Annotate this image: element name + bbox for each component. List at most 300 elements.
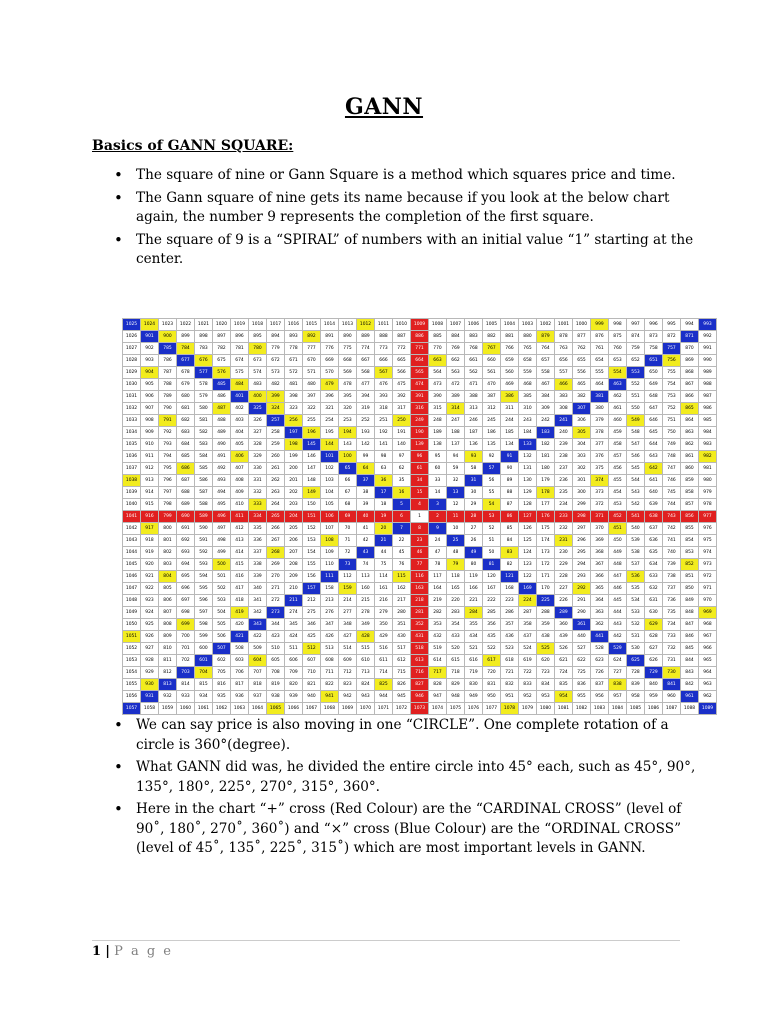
grid-cell: 823 [339, 679, 357, 691]
grid-cell: 405 [231, 439, 249, 451]
grid-cell: 424 [285, 631, 303, 643]
grid-cell: 389 [447, 391, 465, 403]
grid-cell: 980 [699, 475, 717, 487]
grid-cell: 507 [213, 643, 231, 655]
grid-cell: 39 [357, 499, 375, 511]
grid-cell: 481 [285, 379, 303, 391]
grid-cell: 71 [339, 535, 357, 547]
page-title: GANN [344, 94, 424, 120]
grid-cell: 870 [681, 343, 699, 355]
grid-cell: 669 [321, 355, 339, 367]
grid-cell: 454 [609, 487, 627, 499]
bullet-item: • Here in the chart “+” cross (Red Colour) are the “CARDINAL CROSS” (level of 90˚, 180˚, 270˚, 360˚) and “×” cross (Blue Colour) are the “ORDINAL CROSS” (level of 45˚, 135˚, 225˚, 315˚) which are most important levels in GANN. [110, 800, 710, 859]
grid-cell: 653 [609, 355, 627, 367]
grid-cell: 74 [357, 559, 375, 571]
grid-cell: 1089 [699, 703, 717, 715]
grid-cell: 910 [141, 439, 159, 451]
grid-cell: 975 [699, 535, 717, 547]
grid-cell: 351 [393, 619, 411, 631]
grid-cell: 704 [195, 667, 213, 679]
grid-cell: 876 [591, 331, 609, 343]
grid-cell: 435 [483, 631, 501, 643]
grid-cell: 98 [375, 451, 393, 463]
grid-cell: 510 [267, 643, 285, 655]
grid-cell: 440 [573, 631, 591, 643]
grid-cell: 1082 [573, 703, 591, 715]
grid-cell: 668 [339, 355, 357, 367]
grid-cell: 674 [231, 355, 249, 367]
grid-cell: 242 [537, 415, 555, 427]
grid-cell: 688 [177, 487, 195, 499]
grid-cell: 59 [447, 463, 465, 475]
grid-cell: 1079 [519, 703, 537, 715]
grid-cell: 520 [447, 643, 465, 655]
grid-cell: 493 [213, 475, 231, 487]
grid-cell: 18 [375, 499, 393, 511]
grid-cell: 150 [303, 499, 321, 511]
grid-cell: 320 [339, 403, 357, 415]
grid-cell: 719 [465, 667, 483, 679]
grid-cell: 506 [213, 631, 231, 643]
grid-cell: 795 [159, 463, 177, 475]
grid-cell: 190 [411, 427, 429, 439]
grid-cell: 843 [681, 667, 699, 679]
grid-cell: 1070 [357, 703, 375, 715]
grid-cell: 743 [663, 511, 681, 523]
grid-cell: 131 [519, 463, 537, 475]
grid-cell: 561 [483, 367, 501, 379]
grid-cell: 670 [303, 355, 321, 367]
grid-cell: 202 [285, 487, 303, 499]
grid-cell: 559 [519, 367, 537, 379]
grid-cell: 309 [537, 403, 555, 415]
grid-cell: 632 [645, 583, 663, 595]
grid-cell: 838 [609, 679, 627, 691]
grid-cell: 143 [339, 439, 357, 451]
grid-cell: 748 [663, 451, 681, 463]
grid-cell: 485 [213, 379, 231, 391]
bullet-item: • The square of 9 is a “SPIRAL” of numbers with an initial value “1” starting at the center. [110, 231, 710, 270]
grid-cell: 197 [285, 427, 303, 439]
grid-cell: 45 [393, 547, 411, 559]
grid-cell: 313 [465, 403, 483, 415]
grid-cell: 449 [609, 547, 627, 559]
grid-cell: 270 [267, 571, 285, 583]
grid-cell: 934 [195, 691, 213, 703]
grid-cell: 492 [213, 463, 231, 475]
grid-cell: 49 [465, 547, 483, 559]
grid-cell: 161 [375, 583, 393, 595]
grid-cell: 497 [213, 523, 231, 535]
grid-cell: 1000 [573, 319, 591, 331]
grid-cell: 348 [339, 619, 357, 631]
grid-cell: 685 [177, 451, 195, 463]
grid-cell: 808 [159, 619, 177, 631]
grid-cell: 344 [267, 619, 285, 631]
grid-cell: 907 [141, 403, 159, 415]
grid-row [123, 355, 717, 367]
grid-cell: 462 [609, 391, 627, 403]
grid-cell: 21 [375, 535, 393, 547]
grid-cell: 457 [609, 451, 627, 463]
grid-cell: 531 [627, 631, 645, 643]
grid-cell: 815 [195, 679, 213, 691]
grid-cell: 883 [465, 331, 483, 343]
grid-cell: 983 [699, 439, 717, 451]
grid-cell: 625 [627, 655, 645, 667]
grid-cell: 390 [429, 391, 447, 403]
grid-cell: 356 [483, 619, 501, 631]
grid-cell: 297 [573, 523, 591, 535]
grid-cell: 398 [285, 391, 303, 403]
grid-cell: 1021 [195, 319, 213, 331]
grid-cell: 387 [483, 391, 501, 403]
grid-cell: 832 [501, 679, 519, 691]
grid-cell: 998 [609, 319, 627, 331]
grid-cell: 224 [519, 595, 537, 607]
grid-cell: 851 [681, 571, 699, 583]
grid-cell: 51 [483, 535, 501, 547]
grid-cell: 639 [645, 499, 663, 511]
grid-cell: 563 [447, 367, 465, 379]
grid-cell: 1026 [123, 331, 141, 343]
grid-cell: 249 [411, 415, 429, 427]
grid-cell: 204 [285, 511, 303, 523]
grid-cell: 920 [141, 559, 159, 571]
grid-cell: 151 [303, 511, 321, 523]
grid-cell: 572 [285, 367, 303, 379]
grid-cell: 594 [195, 571, 213, 583]
grid-cell: 294 [573, 559, 591, 571]
grid-cell: 1044 [123, 547, 141, 559]
grid-cell: 897 [213, 331, 231, 343]
grid-cell: 1043 [123, 535, 141, 547]
grid-cell: 42 [357, 535, 375, 547]
grid-cell: 741 [663, 535, 681, 547]
intro-bullet-list [110, 166, 710, 273]
grid-cell: 261 [267, 463, 285, 475]
grid-cell: 631 [645, 595, 663, 607]
grid-cell: 787 [159, 367, 177, 379]
grid-cell: 666 [375, 355, 393, 367]
grid-cell: 123 [519, 559, 537, 571]
grid-cell: 1062 [213, 703, 231, 715]
grid-cell: 592 [195, 547, 213, 559]
grid-cell: 293 [573, 571, 591, 583]
grid-cell: 230 [555, 547, 573, 559]
grid-cell: 591 [195, 535, 213, 547]
grid-cell: 749 [663, 439, 681, 451]
grid-cell: 402 [231, 403, 249, 415]
grid-cell: 504 [213, 607, 231, 619]
grid-cell: 111 [321, 571, 339, 583]
grid-cell: 1028 [123, 355, 141, 367]
grid-cell: 403 [231, 415, 249, 427]
grid-cell: 845 [681, 643, 699, 655]
grid-cell: 458 [609, 439, 627, 451]
grid-cell: 681 [177, 403, 195, 415]
grid-cell: 953 [537, 691, 555, 703]
grid-cell: 850 [681, 583, 699, 595]
grid-cell: 388 [465, 391, 483, 403]
grid-cell: 807 [159, 607, 177, 619]
page-footer [92, 944, 173, 959]
grid-cell: 978 [699, 499, 717, 511]
grid-cell: 325 [249, 403, 267, 415]
grid-cell: 776 [321, 343, 339, 355]
grid-cell: 299 [573, 499, 591, 511]
grid-cell: 136 [465, 439, 483, 451]
grid-cell: 500 [213, 559, 231, 571]
grid-cell: 626 [645, 655, 663, 667]
grid-cell: 615 [447, 655, 465, 667]
grid-cell: 929 [141, 667, 159, 679]
grid-cell: 122 [519, 571, 537, 583]
grid-cell: 689 [177, 499, 195, 511]
grid-cell: 686 [177, 463, 195, 475]
grid-cell: 30 [465, 487, 483, 499]
grid-cell: 129 [519, 487, 537, 499]
grid-cell: 691 [177, 523, 195, 535]
grid-cell: 705 [213, 667, 231, 679]
grid-cell: 637 [645, 523, 663, 535]
grid-cell: 241 [555, 415, 573, 427]
grid-cell: 437 [519, 631, 537, 643]
grid-cell: 760 [609, 343, 627, 355]
grid-cell: 48 [447, 547, 465, 559]
grid-cell: 662 [447, 355, 465, 367]
grid-cell: 944 [375, 691, 393, 703]
grid-cell: 432 [429, 631, 447, 643]
grid-cell: 141 [375, 439, 393, 451]
grid-cell: 844 [681, 655, 699, 667]
grid-cell: 459 [609, 427, 627, 439]
grid-cell: 245 [483, 415, 501, 427]
grid-cell: 350 [375, 619, 393, 631]
grid-cell: 753 [663, 391, 681, 403]
grid-cell: 973 [699, 559, 717, 571]
grid-cell: 67 [339, 487, 357, 499]
grid-cell: 461 [609, 403, 627, 415]
grid-cell: 659 [501, 355, 519, 367]
grid-cell: 602 [213, 655, 231, 667]
grid-cell: 852 [681, 559, 699, 571]
grid-cell: 882 [483, 331, 501, 343]
grid-cell: 408 [231, 475, 249, 487]
grid-cell: 667 [357, 355, 375, 367]
grid-cell: 879 [537, 331, 555, 343]
grid-cell: 10 [447, 523, 465, 535]
grid-cell: 282 [429, 607, 447, 619]
grid-cell: 1061 [195, 703, 213, 715]
grid-cell: 841 [663, 679, 681, 691]
grid-cell: 117 [429, 571, 447, 583]
grid-cell: 871 [681, 331, 699, 343]
grid-cell: 628 [645, 631, 663, 643]
grid-cell: 56 [483, 475, 501, 487]
grid-cell: 359 [537, 619, 555, 631]
grid-cell: 593 [195, 559, 213, 571]
grid-cell: 488 [213, 415, 231, 427]
grid-cell: 473 [429, 379, 447, 391]
grid-cell: 323 [285, 403, 303, 415]
grid-cell: 696 [177, 583, 195, 595]
grid-cell: 543 [627, 487, 645, 499]
grid-row [123, 607, 717, 619]
grid-cell: 1057 [123, 703, 141, 715]
grid-cell: 7 [393, 523, 411, 535]
grid-cell: 652 [627, 355, 645, 367]
grid-cell: 1039 [123, 487, 141, 499]
grid-cell: 101 [321, 451, 339, 463]
grid-cell: 987 [699, 391, 717, 403]
grid-cell: 1032 [123, 403, 141, 415]
grid-cell: 312 [483, 403, 501, 415]
grid-cell: 942 [339, 691, 357, 703]
grid-cell: 316 [411, 403, 429, 415]
grid-cell: 83 [501, 547, 519, 559]
grid-cell: 1058 [141, 703, 159, 715]
grid-cell: 419 [231, 607, 249, 619]
grid-cell: 341 [249, 595, 267, 607]
grid-cell: 124 [519, 547, 537, 559]
grid-cell: 814 [177, 679, 195, 691]
grid-cell: 335 [249, 523, 267, 535]
grid-cell: 467 [537, 379, 555, 391]
grid-cell: 73 [339, 559, 357, 571]
grid-cell: 23 [411, 535, 429, 547]
grid-cell: 272 [267, 595, 285, 607]
grid-cell: 219 [429, 595, 447, 607]
grid-cell: 767 [483, 343, 501, 355]
grid-cell: 899 [177, 331, 195, 343]
grid-cell: 259 [267, 439, 285, 451]
grid-cell: 904 [141, 367, 159, 379]
grid-cell: 548 [627, 427, 645, 439]
grid-cell: 515 [357, 643, 375, 655]
grid-cell: 132 [519, 451, 537, 463]
grid-cell: 641 [645, 475, 663, 487]
grid-cell: 173 [537, 547, 555, 559]
grid-cell: 847 [681, 619, 699, 631]
grid-cell: 918 [141, 535, 159, 547]
grid-cell: 908 [141, 415, 159, 427]
grid-cell: 634 [645, 559, 663, 571]
grid-cell: 78 [429, 559, 447, 571]
grid-cell: 212 [303, 595, 321, 607]
grid-row [123, 463, 717, 475]
grid-cell: 859 [681, 475, 699, 487]
grid-cell: 211 [285, 595, 303, 607]
grid-cell: 218 [411, 595, 429, 607]
grid-cell: 900 [159, 331, 177, 343]
grid-cell: 1018 [249, 319, 267, 331]
grid-cell: 1059 [159, 703, 177, 715]
grid-cell: 44 [375, 547, 393, 559]
grid-cell: 836 [573, 679, 591, 691]
grid-cell: 426 [321, 631, 339, 643]
grid-cell: 144 [321, 439, 339, 451]
grid-cell: 340 [249, 583, 267, 595]
grid-cell: 931 [141, 691, 159, 703]
grid-cell: 489 [213, 427, 231, 439]
grid-cell: 213 [321, 595, 339, 607]
grid-cell: 286 [501, 607, 519, 619]
grid-cell: 256 [285, 415, 303, 427]
grid-cell: 724 [555, 667, 573, 679]
grid-cell: 108 [321, 535, 339, 547]
grid-cell: 1015 [303, 319, 321, 331]
grid-cell: 810 [159, 643, 177, 655]
grid-cell: 384 [537, 391, 555, 403]
grid-cell: 842 [681, 679, 699, 691]
bullet-item: • The square of nine or Gann Square is a method which squares price and time. [110, 166, 710, 186]
grid-cell: 1083 [591, 703, 609, 715]
grid-cell: 961 [681, 691, 699, 703]
grid-cell: 518 [411, 643, 429, 655]
grid-cell: 103 [321, 475, 339, 487]
grid-cell: 116 [411, 571, 429, 583]
grid-cell: 930 [141, 679, 159, 691]
grid-cell: 35 [393, 475, 411, 487]
grid-cell: 1001 [555, 319, 573, 331]
grid-cell: 396 [321, 391, 339, 403]
grid-cell: 840 [645, 679, 663, 691]
grid-cell: 709 [285, 667, 303, 679]
grid-cell: 214 [339, 595, 357, 607]
grid-cell: 327 [249, 427, 267, 439]
grid-cell: 952 [519, 691, 537, 703]
grid-cell: 1023 [159, 319, 177, 331]
grid-cell: 79 [447, 559, 465, 571]
grid-cell: 926 [141, 631, 159, 643]
grid-cell: 676 [195, 355, 213, 367]
grid-cell: 1063 [231, 703, 249, 715]
grid-cell: 296 [573, 535, 591, 547]
grid-cell: 557 [555, 367, 573, 379]
grid-cell: 1068 [321, 703, 339, 715]
grid-row [123, 655, 717, 667]
grid-cell: 512 [303, 643, 321, 655]
grid-cell: 165 [447, 583, 465, 595]
grid-cell: 773 [375, 343, 393, 355]
grid-cell: 800 [159, 523, 177, 535]
grid-cell: 494 [213, 487, 231, 499]
grid-cell: 736 [663, 595, 681, 607]
grid-cell: 769 [447, 343, 465, 355]
grid-cell: 971 [699, 583, 717, 595]
grid-cell: 158 [321, 583, 339, 595]
grid-cell: 58 [465, 463, 483, 475]
grid-cell: 564 [429, 367, 447, 379]
grid-cell: 372 [591, 499, 609, 511]
grid-cell: 694 [177, 559, 195, 571]
grid-cell: 391 [411, 391, 429, 403]
grid-cell: 711 [321, 667, 339, 679]
grid-cell: 1037 [123, 463, 141, 475]
grid-cell: 470 [483, 379, 501, 391]
grid-cell: 36 [375, 475, 393, 487]
grid-cell: 127 [519, 511, 537, 523]
grid-cell: 61 [411, 463, 429, 475]
grid-cell: 726 [591, 667, 609, 679]
grid-cell: 562 [465, 367, 483, 379]
grid-cell: 223 [501, 595, 519, 607]
grid-cell: 217 [393, 595, 411, 607]
grid-cell: 417 [231, 583, 249, 595]
grid-cell: 560 [501, 367, 519, 379]
grid-cell: 264 [267, 499, 285, 511]
